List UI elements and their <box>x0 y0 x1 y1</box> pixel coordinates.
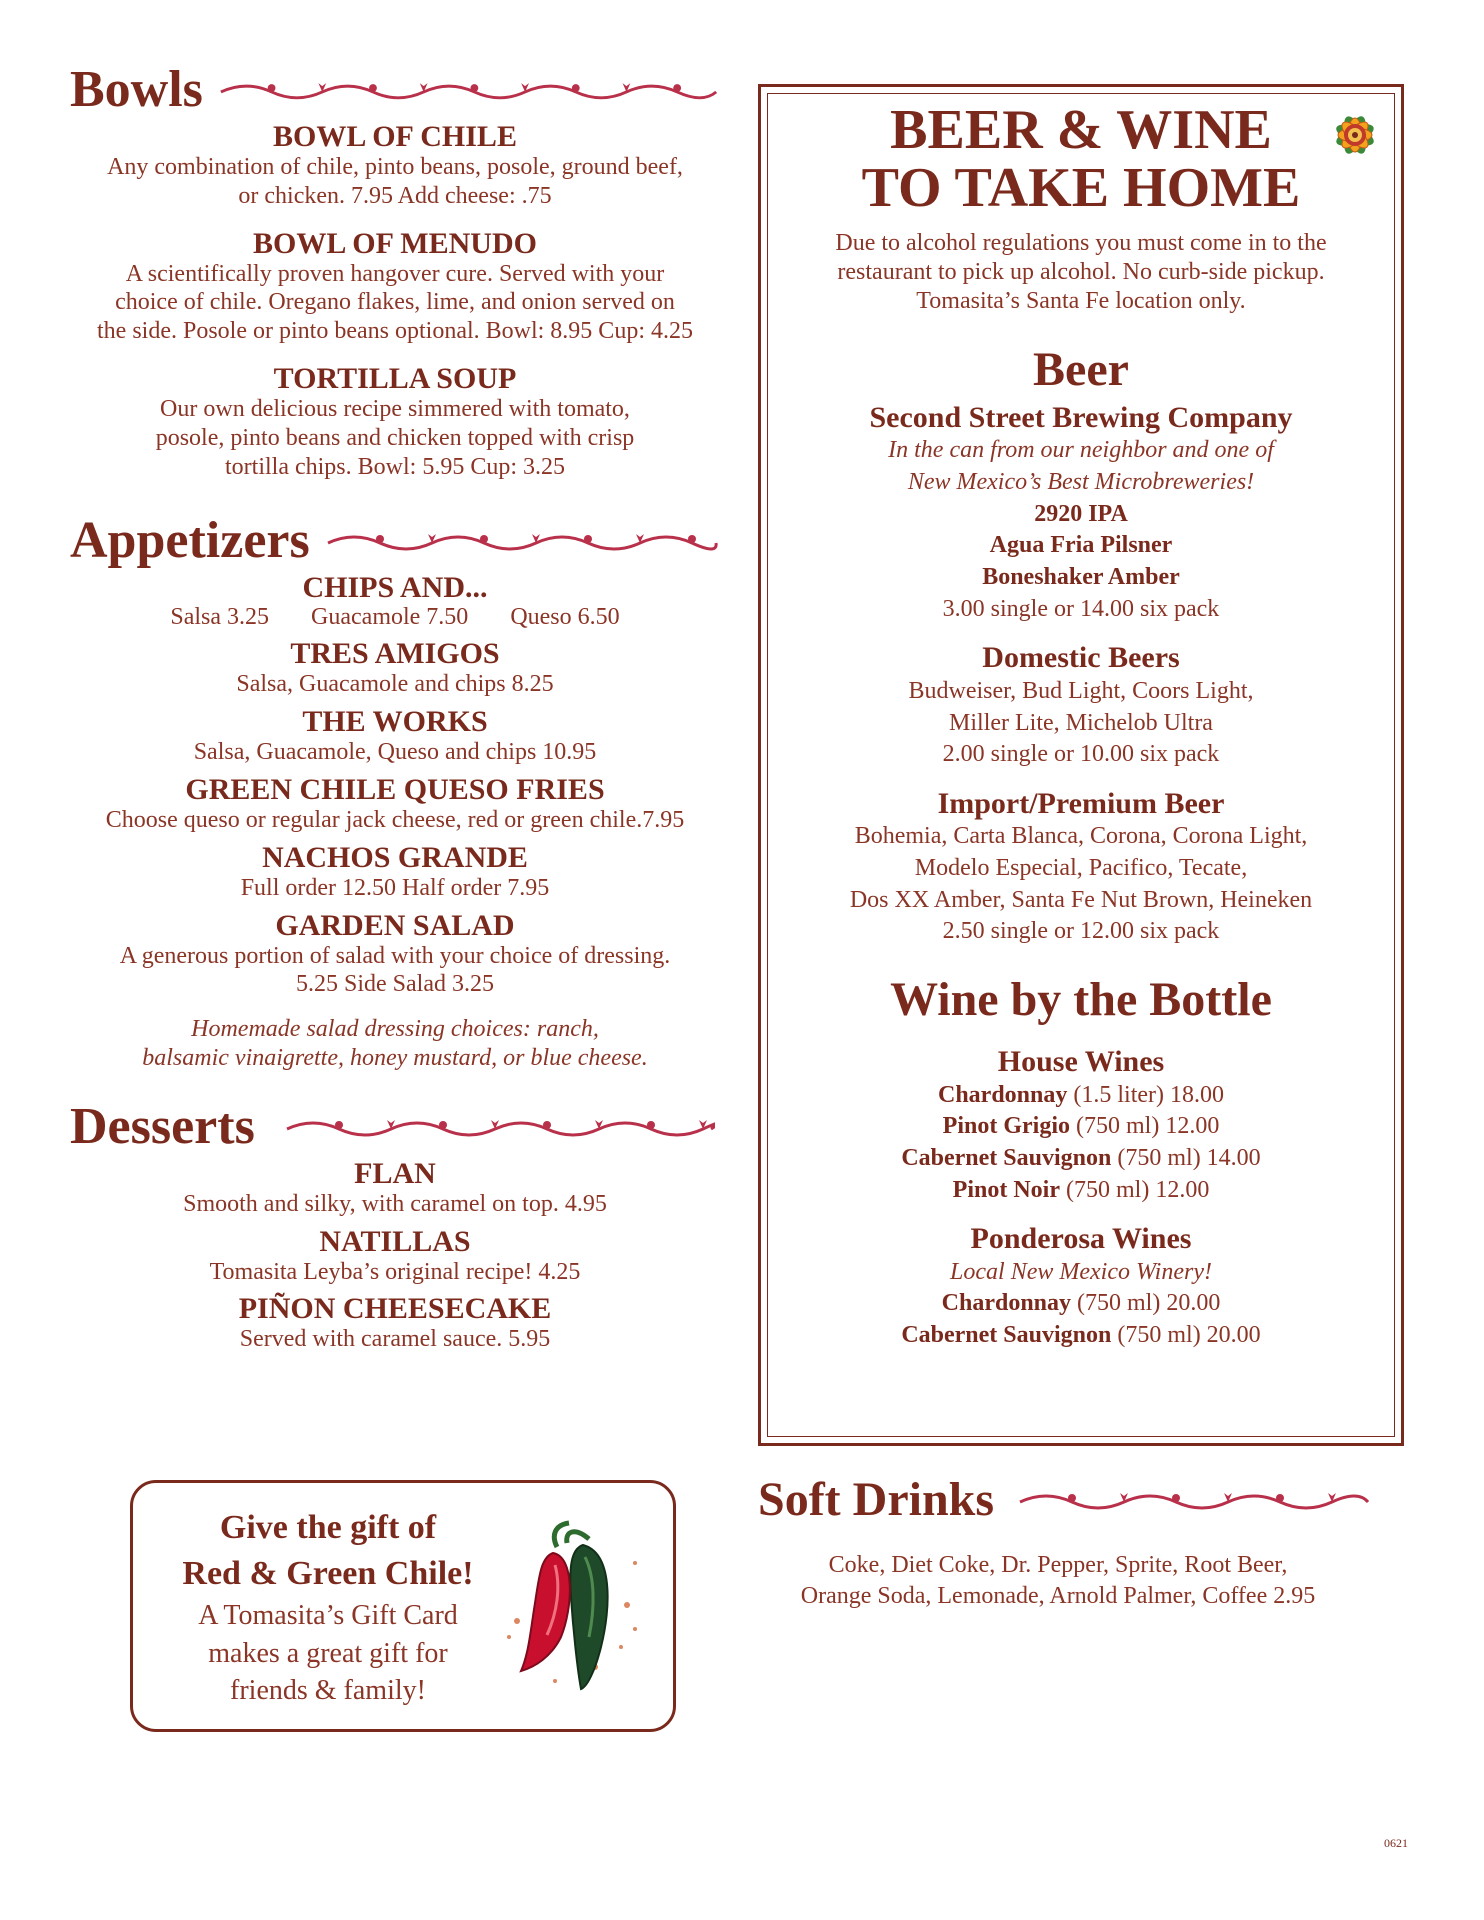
wine-line <box>761 1080 1401 1112</box>
notice-line: Tomasita’s Santa Fe location only. <box>916 288 1246 315</box>
wine-line <box>761 1175 1401 1207</box>
item-desc: A scientifically proven hangover cure. Served with your <box>125 260 665 287</box>
import-line: 2.50 single or 12.00 six pack <box>942 918 1220 945</box>
chile-peppers-icon <box>495 1517 645 1697</box>
gift-text <box>133 1505 523 1710</box>
domestic-heading: Domestic Beers <box>982 641 1180 675</box>
brewery-tagline: New Mexico’s Best Microbreweries! <box>907 469 1255 496</box>
appetizers-header <box>70 511 720 571</box>
menu-item <box>70 773 720 835</box>
gift-body: A Tomasita’s Gift Card <box>198 1599 458 1631</box>
vine-ornament-icon <box>283 1115 715 1139</box>
import-line: Bohemia, Carta Blanca, Corona, Corona Light, <box>854 823 1308 850</box>
chips-option: Salsa 3.25 <box>170 604 270 631</box>
wine-name: Chardonnay <box>941 1290 1072 1317</box>
beer-price: 3.00 single or 14.00 six pack <box>942 595 1220 622</box>
wine-detail: (750 ml) 20.00 <box>1111 1322 1261 1349</box>
soft-drinks-line: Orange Soda, Lemonade, Arnold Palmer, Coffee 2.95 <box>800 1583 1316 1610</box>
brewery-name: Second Street Brewing Company <box>869 400 1293 434</box>
item-desc: or chicken. 7.95 Add cheese: .75 <box>238 182 552 209</box>
dressing-note <box>70 1015 720 1073</box>
item-title: BOWL OF CHILE <box>273 120 517 153</box>
item-desc: Any combination of chile, pinto beans, posole, ground beef, <box>107 154 683 180</box>
note-line: Homemade salad dressing choices: ranch, <box>191 1016 599 1043</box>
import-line: Dos XX Amber, Santa Fe Nut Brown, Heineken <box>849 886 1313 913</box>
menu-code: 0621 <box>1384 1836 1408 1850</box>
item-desc: Salsa, Guacamole, Queso and chips 10.95 <box>193 739 597 766</box>
item-title: GREEN CHILE QUESO FRIES <box>185 772 605 806</box>
import-line: Modelo Especial, Pacifico, Tecate, <box>914 855 1248 882</box>
house-wines-heading: House Wines <box>997 1045 1165 1079</box>
item-desc: tortilla chips. Bowl: 5.95 Cup: 3.25 <box>225 453 565 480</box>
beer-wine-title: TO TAKE HOME <box>861 157 1301 220</box>
vine-ornament-icon <box>1016 1488 1372 1512</box>
beer-wine-title: BEER & WINE <box>890 99 1272 161</box>
alcohol-notice <box>761 229 1401 315</box>
menu-item <box>70 1157 720 1219</box>
beer-name: 2920 IPA <box>1034 500 1128 527</box>
menu-item <box>70 571 720 631</box>
menu-item <box>70 705 720 767</box>
domestic-line: Miller Lite, Michelob Ultra <box>949 709 1213 736</box>
wine-name: Pinot Grigio <box>942 1113 1070 1140</box>
appetizers-heading: Appetizers <box>70 512 310 570</box>
chips-option: Guacamole 7.50 <box>311 604 469 631</box>
item-title: GARDEN SALAD <box>275 908 515 942</box>
vine-ornament-icon <box>217 78 720 102</box>
wine-line <box>761 1111 1401 1143</box>
wine-name: Cabernet Sauvignon <box>901 1322 1112 1349</box>
menu-item <box>70 637 720 699</box>
item-desc: posole, pinto beans and chicken topped with crisp <box>155 424 635 451</box>
ponderosa-tagline: Local New Mexico Winery! <box>950 1258 1212 1285</box>
notice-line: Due to alcohol regulations you must come in to the <box>835 230 1327 257</box>
item-title: PIÑON CHEESECAKE <box>238 1292 552 1326</box>
item-title: BOWL OF MENUDO <box>253 226 537 260</box>
menu-item <box>70 909 720 1000</box>
menu-item <box>70 362 720 481</box>
item-desc: the side. Posole or pinto beans optional. Bowl: 8.95 Cup: 4.25 <box>97 318 693 345</box>
beer-name: Agua Fria Pilsner <box>989 532 1173 559</box>
beer-name: Boneshaker Amber <box>982 564 1180 591</box>
vine-ornament-icon <box>324 529 720 553</box>
brewery-tagline: In the can from our neighbor and one of <box>888 437 1274 464</box>
beer-wine-box <box>758 84 1404 1446</box>
beer-wine-content <box>761 101 1401 1352</box>
item-title: FLAN <box>354 1156 436 1190</box>
soft-drinks-section <box>758 1470 1418 1612</box>
wine-name: Chardonnay <box>937 1081 1068 1108</box>
domestic-line: 2.00 single or 10.00 six pack <box>942 741 1220 768</box>
gift-card-promo <box>130 1480 676 1732</box>
beer-heading: Beer <box>1033 342 1129 396</box>
gift-heading: Give the gift of <box>219 1509 437 1546</box>
item-title: TRES AMIGOS <box>290 637 500 671</box>
menu-item <box>70 1225 720 1287</box>
item-desc: Our own delicious recipe simmered with tomato, <box>160 395 630 422</box>
notice-line: restaurant to pick up alcohol. No curb-side pickup. <box>837 259 1325 286</box>
menu-item <box>70 1292 720 1354</box>
item-desc: 5.25 Side Salad 3.25 <box>296 971 494 998</box>
item-desc: Tomasita Leyba’s original recipe! 4.25 <box>209 1258 581 1285</box>
item-desc: Salsa, Guacamole and chips 8.25 <box>236 671 554 698</box>
item-title: THE WORKS <box>302 705 488 739</box>
desserts-header <box>70 1097 720 1157</box>
soft-drinks-list <box>758 1550 1358 1612</box>
soft-drinks-line: Coke, Diet Coke, Dr. Pepper, Sprite, Root Beer, <box>828 1552 1288 1578</box>
wine-line <box>761 1143 1401 1175</box>
desserts-heading: Desserts <box>70 1097 255 1155</box>
item-desc: choice of chile. Oregano flakes, lime, and onion served on <box>115 289 675 316</box>
item-desc: Choose queso or regular jack cheese, red or green chile.7.95 <box>105 806 685 833</box>
bowls-header <box>70 60 720 120</box>
wine-line <box>761 1320 1401 1352</box>
wine-heading: Wine by the Bottle <box>890 973 1272 1027</box>
soft-drinks-header <box>758 1470 1418 1530</box>
domestic-line: Budweiser, Bud Light, Coors Light, <box>908 677 1254 704</box>
item-desc: Smooth and silky, with caramel on top. 4.95 <box>183 1190 607 1217</box>
wine-detail: (750 ml) 20.00 <box>1071 1290 1221 1317</box>
gift-body: makes a great gift for <box>208 1637 448 1669</box>
ponderosa-heading: Ponderosa Wines <box>970 1222 1192 1256</box>
menu-item <box>70 120 720 211</box>
item-title: NACHOS GRANDE <box>262 840 528 874</box>
wine-detail: (750 ml) 14.00 <box>1111 1144 1261 1171</box>
item-desc: Served with caramel sauce. 5.95 <box>239 1326 551 1353</box>
wine-name: Pinot Noir <box>952 1176 1060 1203</box>
wine-detail: (750 ml) 12.00 <box>1060 1176 1210 1203</box>
wine-line <box>761 1288 1401 1320</box>
wine-detail: (1.5 liter) 18.00 <box>1067 1081 1224 1108</box>
gift-body: friends & family! <box>230 1675 426 1707</box>
item-desc: A generous portion of salad with your choice of dressing. <box>119 942 671 969</box>
item-title: CHIPS AND... <box>302 571 488 605</box>
import-heading: Import/Premium Beer <box>937 786 1225 820</box>
bowls-heading: Bowls <box>70 61 203 118</box>
item-desc: Full order 12.50 Half order 7.95 <box>240 874 550 901</box>
item-title: TORTILLA SOUP <box>273 361 517 395</box>
wine-detail: (750 ml) 12.00 <box>1070 1113 1220 1140</box>
chips-options <box>70 604 720 631</box>
menu-item <box>70 227 720 346</box>
wine-name: Cabernet Sauvignon <box>901 1144 1112 1171</box>
left-column <box>70 60 720 1354</box>
menu-item <box>70 841 720 903</box>
chips-option: Queso 6.50 <box>510 604 620 631</box>
soft-drinks-heading: Soft Drinks <box>758 1473 995 1526</box>
note-line: balsamic vinaigrette, honey mustard, or blue cheese. <box>142 1044 648 1071</box>
gift-heading: Red & Green Chile! <box>182 1554 474 1592</box>
item-title: NATILLAS <box>319 1224 471 1258</box>
